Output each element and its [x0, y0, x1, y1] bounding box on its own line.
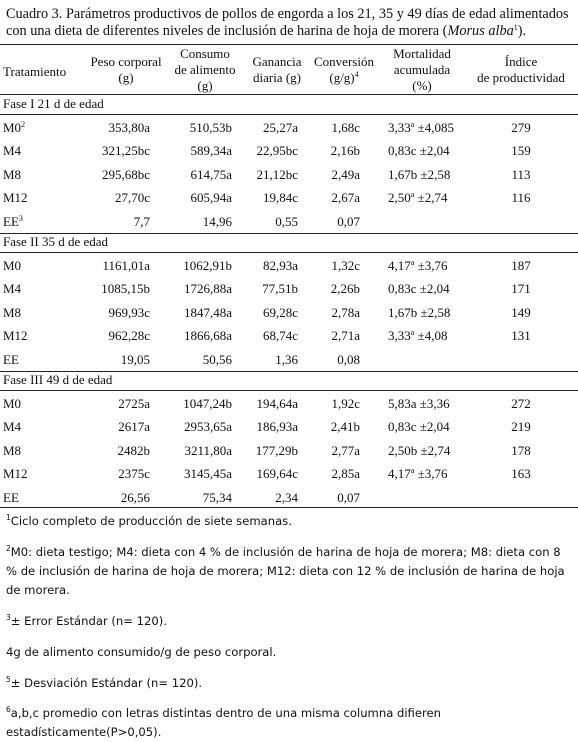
footnote-5-text: ± Desviación Estándar (n= 120). [10, 676, 203, 690]
mortalidad-deviation: ±4,08 [414, 328, 448, 344]
cell-ganancia: 22,95bc [256, 143, 298, 159]
header-consumo-line3: (g) [197, 78, 213, 93]
cell-ganancia: 21,12bc [256, 166, 298, 182]
cell-ganancia: 19,84c [262, 190, 298, 206]
cell-conversion: 0,08 [337, 351, 360, 367]
section-title: Fase III 49 d de edad [3, 372, 113, 387]
cell-mortalidad [388, 258, 447, 274]
row-tratamiento [3, 352, 19, 368]
cell-conversion: 2,16b [330, 143, 360, 159]
footnote-3-text: ± Error Estándar (n= 120). [10, 614, 168, 628]
rule-header [0, 94, 578, 95]
cell-ganancia: 1,36 [275, 351, 298, 367]
cell-peso: 2725a [118, 396, 150, 411]
tratamiento-label: M4 [3, 281, 22, 297]
row-tratamiento [3, 258, 21, 274]
cell-conversion: 2,85a [331, 466, 360, 482]
cell-consumo: 1047,24b [183, 396, 232, 411]
cell-peso: 19,05 [120, 351, 150, 367]
cell-ganancia: 177,29b [255, 442, 298, 458]
footnote-2 [6, 543, 574, 600]
row-tratamiento [3, 443, 21, 459]
header-consumo [170, 46, 240, 94]
cell-ganancia: 77,51b [262, 281, 298, 297]
header-conversion [311, 54, 377, 86]
cell-consumo: 510,53b [189, 120, 232, 135]
cell-indice: 279 [511, 120, 531, 135]
header-conversion-sup: 4 [354, 70, 359, 79]
cell-conversion: 2,77a [331, 442, 360, 458]
rule-section [0, 252, 578, 253]
header-mortalidad-line2: acumulada [393, 62, 451, 77]
cell-ganancia: 0,55 [275, 213, 298, 229]
caption-text: Cuadro 3. Parámetros productivos de pollos de engorda a los 21, 35 y 49 días de edad alimentados con una dieta de diferentes niveles de inclusión de harina de hoja de morera ( [6, 6, 569, 39]
cell-indice: 116 [511, 190, 531, 206]
cell-peso: 2482b [117, 442, 150, 458]
caption-end: ). [517, 23, 527, 39]
cell-mortalidad [388, 328, 447, 344]
cell-indice: 171 [511, 281, 531, 297]
cell-ganancia: 69,28c [262, 304, 298, 320]
row-tratamiento [3, 167, 21, 183]
tratamiento-footnote-mark: 2 [21, 120, 26, 129]
row-tratamiento [3, 305, 21, 321]
mortalidad-letter: a [410, 120, 415, 129]
tratamiento-label: M4 [3, 143, 22, 159]
cell-consumo: 589,34a [190, 143, 232, 159]
tratamiento-label: M0 [3, 120, 22, 135]
section-title: Fase I 21 d de edad [3, 96, 104, 111]
footnote-5 [6, 674, 574, 693]
cell-indice: 178 [511, 442, 531, 458]
cell-ganancia: 169,64c [256, 466, 298, 482]
cell-ganancia: 194,64a [256, 396, 298, 411]
section-title: Fase II 35 d de edad [3, 234, 109, 249]
tratamiento-label: M8 [3, 166, 22, 182]
cell-indice: 131 [511, 328, 531, 344]
cell-conversion: 1,32c [331, 258, 360, 273]
footnote-2-mark: 2 [6, 544, 11, 553]
mortalidad-deviation: ±2,74 [417, 442, 451, 458]
cell-conversion: 2,26b [330, 281, 360, 297]
footnote-1-text: Ciclo completo de producción de siete semanas. [10, 514, 292, 528]
tratamiento-label: EE [3, 213, 19, 229]
mortalidad-value: 2,50b [388, 442, 418, 458]
cell-conversion: 0,07 [337, 213, 360, 229]
cell-indice: 272 [511, 396, 531, 411]
cell-peso: 26,56 [120, 489, 150, 505]
tratamiento-footnote-mark: 3 [18, 213, 23, 223]
cell-consumo: 14,96 [202, 213, 232, 229]
cell-peso: 321,25bc [101, 143, 150, 159]
cell-consumo: 1866,68a [183, 328, 232, 344]
cell-indice: 149 [511, 304, 531, 320]
tratamiento-label: M12 [3, 466, 28, 482]
cell-peso: 1161,01a [102, 258, 150, 273]
mortalidad-deviation: ±2,74 [414, 190, 448, 206]
mortalidad-letter: a [410, 190, 415, 200]
tratamiento-label: M0 [3, 258, 22, 273]
mortalidad-value: 5,83a [388, 396, 417, 411]
cell-mortalidad [388, 167, 450, 183]
cell-conversion: 2,67a [331, 190, 360, 206]
row-tratamiento [3, 328, 28, 344]
mortalidad-letter: a [410, 328, 415, 338]
mortalidad-value: 4,17 [388, 258, 411, 273]
mortalidad-value: 4,17 [388, 466, 411, 482]
row-tratamiento [3, 281, 21, 297]
mortalidad-deviation: ±2,58 [417, 166, 451, 182]
cell-ganancia: 25,27a [262, 120, 298, 135]
header-consumo-line2: de alimento [174, 62, 236, 77]
table-caption [6, 6, 574, 40]
footnote-6-mark: 6 [6, 705, 11, 714]
cell-mortalidad [388, 281, 450, 297]
footnote-4 [6, 643, 574, 662]
cell-mortalidad [388, 120, 454, 136]
cell-mortalidad [388, 419, 450, 435]
footnote-1-mark: 1 [6, 513, 11, 522]
cell-consumo: 2953,65a [183, 419, 232, 435]
header-ganancia-line2: diaria (g) [252, 70, 301, 85]
cell-mortalidad [388, 143, 450, 159]
header-consumo-line1: Consumo [180, 46, 230, 61]
row-tratamiento [3, 419, 21, 435]
header-ganancia [246, 54, 308, 86]
tratamiento-label: M4 [3, 419, 22, 435]
cell-indice: 113 [511, 166, 531, 182]
rule-top [0, 44, 578, 45]
footnote-1 [6, 512, 574, 531]
footnote-5-mark: 5 [6, 675, 11, 684]
header-conversion-line1: Conversión [314, 54, 374, 69]
cell-mortalidad [388, 466, 447, 482]
tratamiento-label: EE [3, 351, 19, 367]
header-indice-line1: Índice [504, 54, 538, 69]
cell-mortalidad [388, 305, 450, 321]
cell-conversion: 2,71a [331, 328, 360, 344]
header-ganancia-line1: Ganancia [252, 54, 302, 69]
cell-indice: 159 [511, 143, 531, 159]
cell-conversion: 2,41b [330, 419, 360, 435]
mortalidad-deviation: ±3,76 [414, 466, 448, 482]
cell-consumo: 3145,45a [183, 466, 232, 482]
cell-mortalidad [388, 443, 450, 459]
cell-consumo: 1726,88a [183, 281, 232, 297]
caption-species: Morus alba [447, 23, 514, 39]
cell-ganancia: 68,74c [262, 328, 298, 344]
rule-section [0, 390, 578, 391]
rule-bottom [0, 507, 578, 508]
mortalidad-value: 0,83c [388, 143, 417, 159]
mortalidad-deviation: ±2,04 [416, 281, 450, 297]
mortalidad-value: 1,67b [388, 166, 418, 182]
mortalidad-value: 3,33 [388, 120, 411, 135]
header-mortalidad-line3: (%) [412, 78, 432, 93]
header-indice [465, 54, 577, 86]
cell-conversion: 2,49a [331, 166, 360, 182]
header-conversion-line2: (g/g) [329, 70, 355, 85]
tratamiento-label: M12 [3, 328, 28, 344]
tratamiento-label: M8 [3, 304, 22, 320]
row-tratamiento [3, 190, 28, 206]
tratamiento-label: M12 [3, 190, 28, 206]
mortalidad-letter: a [410, 258, 415, 267]
caption-footnote-mark: 1 [513, 23, 518, 32]
cell-consumo: 614,75a [190, 166, 232, 182]
mortalidad-deviation: ±3,76 [414, 258, 448, 273]
mortalidad-deviation: ±2,58 [417, 304, 451, 320]
header-peso-line1: Peso corporal [90, 54, 162, 69]
header-mortalidad-line1: Mortalidad [393, 46, 451, 61]
cell-peso: 353,80a [108, 120, 150, 135]
mortalidad-deviation: ±2,04 [416, 419, 450, 435]
cell-ganancia: 2,34 [275, 489, 298, 505]
mortalidad-deviation: ±2,04 [416, 143, 450, 159]
mortalidad-value: 0,83c [388, 419, 417, 435]
rule-section [0, 114, 578, 115]
mortalidad-value: 1,67b [388, 304, 418, 320]
cell-consumo: 1847,48a [183, 304, 232, 320]
cell-consumo: 1062,91b [183, 258, 232, 273]
header-tratamiento: Tratamiento [3, 64, 67, 79]
cell-indice: 219 [511, 419, 531, 435]
cell-peso: 962,28c [108, 328, 150, 344]
header-peso [84, 54, 168, 86]
cell-conversion: 0,07 [337, 489, 360, 505]
cell-mortalidad [388, 396, 450, 412]
row-tratamiento [3, 143, 21, 159]
cell-indice: 163 [511, 466, 531, 482]
cell-ganancia: 82,93a [262, 258, 298, 273]
tratamiento-label: M0 [3, 396, 22, 411]
row-tratamiento [3, 120, 25, 136]
footnote-4-text: 4g de alimento consumido/g de peso corporal. [6, 645, 277, 659]
header-mortalidad [379, 46, 465, 94]
cell-peso: 2375c [118, 466, 150, 482]
cell-consumo: 3211,80a [184, 442, 232, 458]
cell-conversion: 1,92c [331, 396, 360, 411]
row-tratamiento [3, 466, 28, 482]
footnote-3-mark: 3 [6, 613, 11, 622]
cell-ganancia: 186,93a [256, 419, 298, 435]
mortalidad-value: 2,50 [388, 190, 411, 206]
mortalidad-deviation: ±3,36 [416, 396, 450, 411]
row-tratamiento [3, 214, 23, 230]
mortalidad-value: 0,83c [388, 281, 417, 297]
row-tratamiento [3, 396, 21, 412]
cell-consumo: 50,56 [202, 351, 232, 367]
cell-peso: 27,70c [114, 190, 150, 206]
row-tratamiento [3, 490, 19, 506]
cell-peso: 969,93c [108, 304, 150, 320]
footnote-2-text: M0: dieta testigo; M4: dieta con 4 % de inclusión de harina de hoja de morera; M8: dieta con 8 % de inclusión de harina de hoja de morera; M12: dieta con 12 % de inclusión de harina de hoja de morera. [6, 545, 565, 597]
tratamiento-label: EE [3, 489, 19, 505]
footnote-6 [6, 704, 574, 742]
mortalidad-deviation: ±4,085 [414, 120, 454, 135]
cell-conversion: 2,78a [331, 304, 360, 320]
footnote-6-text: a,b,c promedio con letras distintas dentro de una misma columna difieren estadísticamente(P>0,05). [6, 706, 441, 739]
cell-peso: 2617a [118, 419, 150, 435]
cell-indice: 187 [511, 258, 531, 273]
mortalidad-value: 3,33 [388, 328, 411, 344]
tratamiento-label: M8 [3, 442, 22, 458]
cell-peso: 295,68bc [101, 166, 150, 182]
header-indice-line2: de productividad [477, 70, 565, 85]
cell-peso: 7,7 [133, 213, 150, 229]
cell-consumo: 605,94a [190, 190, 232, 206]
cell-mortalidad [388, 190, 447, 206]
cell-peso: 1085,15b [101, 281, 150, 297]
header-peso-line2: (g) [118, 70, 134, 85]
cell-conversion: 1,68c [331, 120, 360, 135]
footnote-3 [6, 612, 574, 631]
mortalidad-letter: a [410, 466, 415, 476]
cell-consumo: 75,34 [202, 489, 232, 505]
